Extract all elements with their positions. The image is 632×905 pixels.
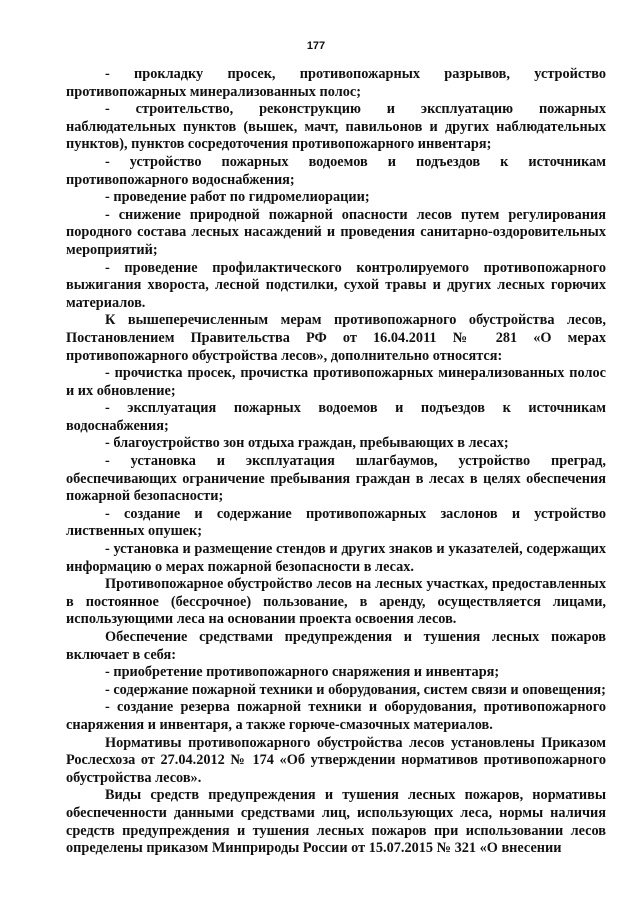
- paragraph: - проведение работ по гидромелиорации;: [105, 189, 370, 206]
- paragraph: К вышеперечисленным мерам противопожарного обустройства лесов, Постановлением Правительства РФ от 16.04.2011 № 281 «О мерах противопожарного обустройства лесов», дополнительно относятся:: [66, 312, 606, 364]
- paragraph: - прокладку просек, противопожарных разрывов, устройство противопожарных минерализованных полос;: [66, 66, 606, 100]
- paragraph: - проведение профилактического контролируемого противопожарного выжигания хвороста, лесной подстилки, сухой травы и других лесных горючих материалов.: [66, 259, 606, 311]
- paragraph: - строительство, реконструкцию и эксплуатацию пожарных наблюдательных пунктов (вышек, мачт, павильонов и других наблюдательных пунктов), пунктов сосредоточения противопожарного инвентаря;: [66, 101, 606, 153]
- paragraph: - приобретение противопожарного снаряжения и инвентаря;: [105, 664, 500, 681]
- paragraph: - прочистка просек, прочистка противопожарных минерализованных полос и их обновление;: [66, 365, 606, 399]
- paragraph: - благоустройство зон отдыха граждан, пребывающих в лесах;: [105, 435, 509, 452]
- paragraph: - эксплуатация пожарных водоемов и подъездов к источникам водоснабжения;: [66, 400, 606, 434]
- paragraph: - установка и эксплуатация шлагбаумов, устройство преград, обеспечивающих ограничение пребывания граждан в лесах в целях обеспечения пожарной безопасности;: [66, 453, 606, 505]
- paragraph: - создание резерва пожарной техники и оборудования, противопожарного снаряжения и инвентаря, а также горюче-смазочных материалов.: [66, 699, 606, 733]
- paragraph: Нормативы противопожарного обустройства лесов установлены Приказом Рослесхоза от 27.04.2012 № 174 «Об утверждении нормативов противопожарного обустройства лесов».: [66, 734, 606, 786]
- paragraph: - установка и размещение стендов и других знаков и указателей, содержащих информацию о мерах пожарной безопасности в лесах.: [66, 541, 606, 575]
- page-number: 177: [306, 40, 326, 52]
- paragraph: - создание и содержание противопожарных заслонов и устройство лиственных опушек;: [66, 505, 606, 540]
- paragraph: Обеспечение средствами предупреждения и тушения лесных пожаров включает в себя:: [66, 629, 606, 663]
- paragraph: Виды средств предупреждения и тушения лесных пожаров, нормативы обеспеченности данными средствами лиц, использующих леса, нормы наличия средств предупреждения и тушения лесных пожаров при использовании лесов определены приказом Минприроды России от 15.07.2015 № 321 «О внесении: [66, 787, 606, 857]
- paragraph: - снижение природной пожарной опасности лесов путем регулирования породного состава лесных насаждений и проведения санитарно-оздоровительных мероприятий;: [66, 206, 606, 258]
- paragraph: - устройство пожарных водоемов и подъездов к источникам противопожарного водоснабжения;: [66, 153, 606, 188]
- paragraph: - содержание пожарной техники и оборудования, систем связи и оповещения;: [105, 681, 606, 698]
- document-body: [66, 66, 606, 858]
- paragraph: Противопожарное обустройство лесов на лесных участках, предоставленных в постоянное (бессрочное) пользование, в аренду, осуществляется лицами, использующими леса на основании проекта освоения лесов.: [66, 576, 606, 628]
